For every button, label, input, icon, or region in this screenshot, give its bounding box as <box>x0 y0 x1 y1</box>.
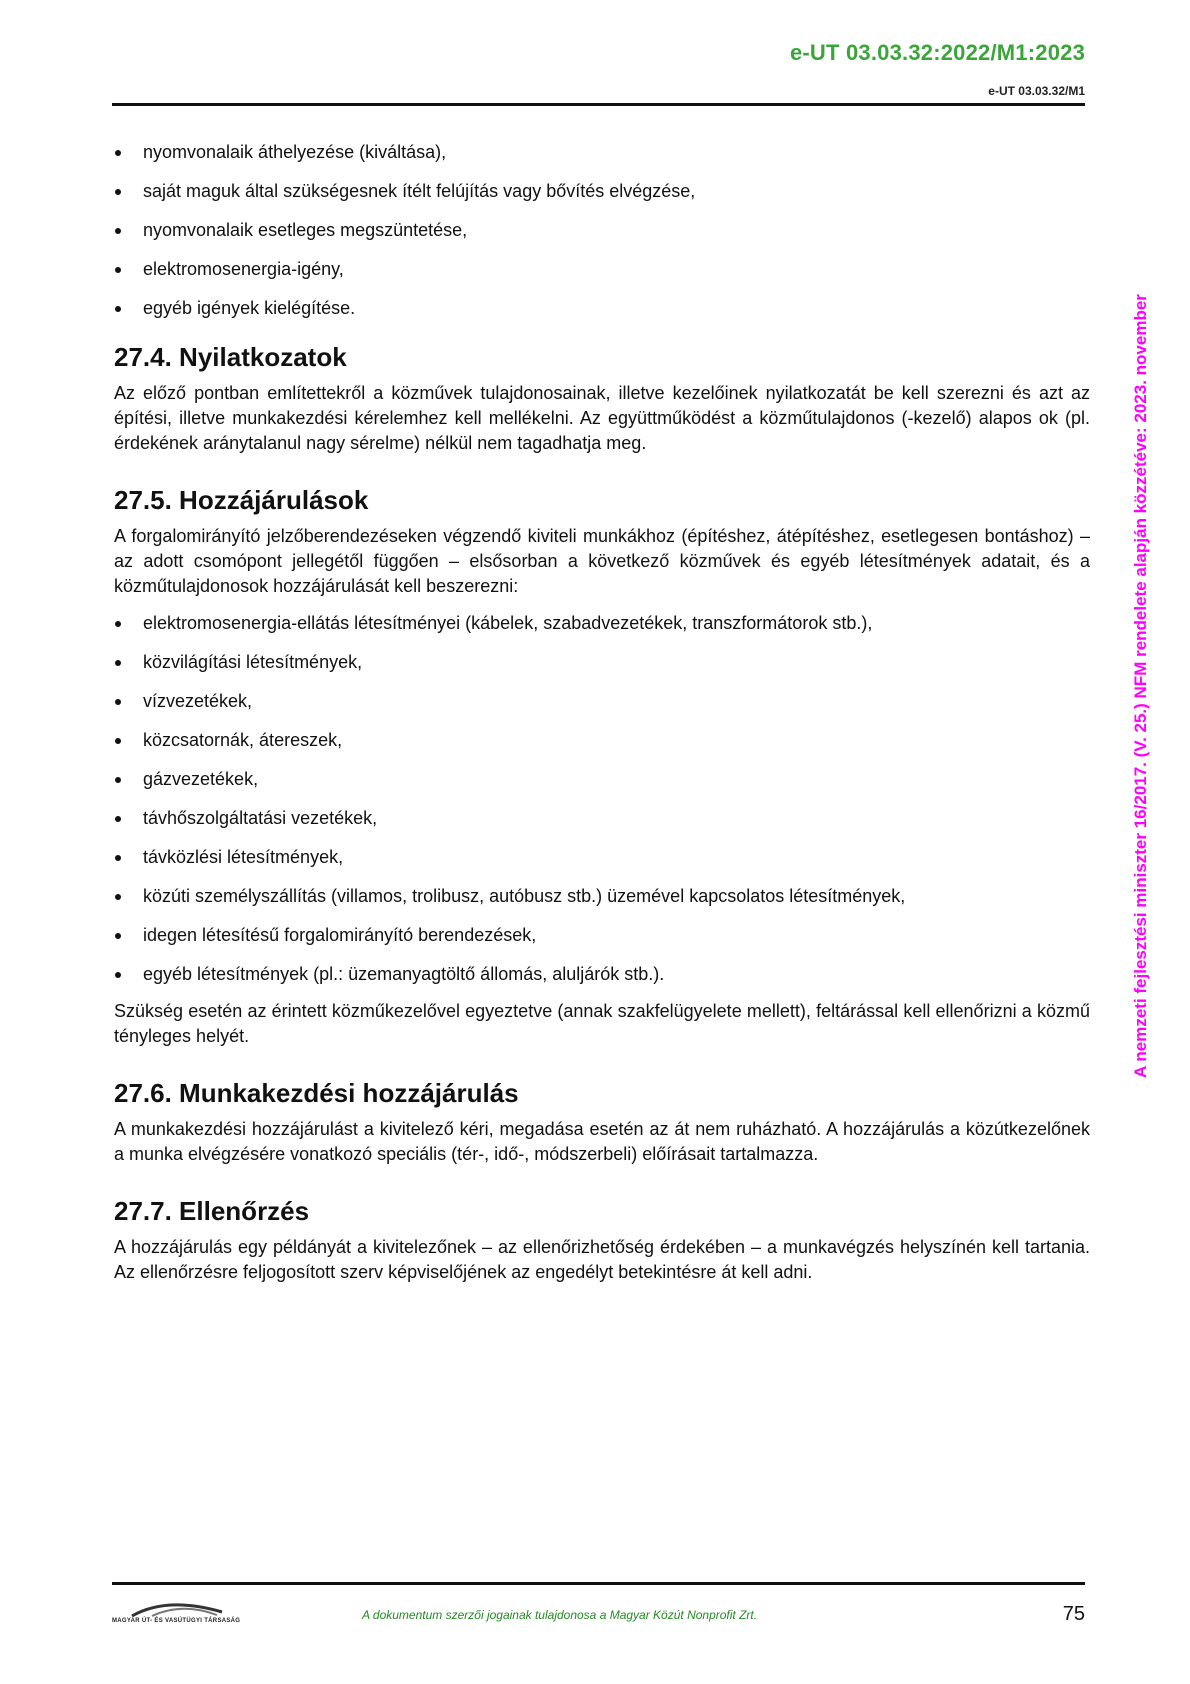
page-content <box>114 140 1090 1285</box>
copyright-notice: A dokumentum szerzői jogainak tulajdonosa a Magyar Közút Nonprofit Zrt. <box>362 1608 758 1622</box>
list-item: távhőszolgáltatási vezetékek, <box>114 806 1090 831</box>
publication-note: A nemzeti fejlesztési miniszter 16/2017. (V. 25.) NFM rendelete alapján közzétéve: 2023. november <box>1131 294 1150 1078</box>
bullet-list-1 <box>114 140 1090 321</box>
list-item: egyéb létesítmények (pl.: üzemanyagtöltő állomás, aluljárók stb.). <box>114 962 1090 987</box>
list-item: közvilágítási létesítmények, <box>114 650 1090 675</box>
list-item: elektromosenergia-ellátás létesítményei (kábelek, szabadvezetékek, transzformátorok stb.), <box>114 611 1090 636</box>
section-heading-27-4: 27.4. Nyilatkozatok <box>114 342 347 372</box>
list-item: idegen létesítésű forgalomirányító berendezések, <box>114 923 1090 948</box>
paragraph: A hozzájárulás egy példányát a kivitelezőnek – az ellenőrizhetőség érdekében – a munkavégzés helyszínén kell tartania. Az ellenőrzésre feljogosított szerv képviselőjének az engedélyt betekintésre át kell adni. <box>114 1237 1090 1282</box>
header-divider <box>112 103 1085 106</box>
document-subcode: e-UT 03.03.32/M1 <box>988 84 1085 98</box>
road-logo-icon <box>112 1600 262 1618</box>
paragraph: A forgalomirányító jelzőberendezéseken végzendő kiviteli munkákhoz (építéshez, átépítéshez, esetlegesen bontáshoz) – az adott csomópont jellegétől függően – elsősorban a következő közművek és egyéb létesítmények adatait, és a közműtulajdonosok hozzájárulását kell beszerezni: <box>114 526 1090 596</box>
section-heading-27-7: 27.7. Ellenőrzés <box>114 1196 310 1226</box>
bullet-list-2 <box>114 611 1090 987</box>
list-item: saját maguk által szükségesnek ítélt felújítás vagy bővítés elvégzése, <box>114 179 1090 204</box>
list-item: gázvezetékek, <box>114 767 1090 792</box>
logo-text: MAGYAR ÚT- ÉS VASÚTÜGYI TÁRSASÁG <box>112 1618 241 1624</box>
list-item: távközlési létesítmények, <box>114 845 1090 870</box>
list-item: vízvezetékek, <box>114 689 1090 714</box>
list-item: nyomvonalaik esetleges megszüntetése, <box>114 218 1090 243</box>
footer-divider <box>112 1582 1085 1585</box>
paragraph: A munkakezdési hozzájárulást a kivitelező kéri, megadása esetén az át nem ruházható. A hozzájárulás a közútkezelőnek a munka elvégzésére vonatkozó speciális (tér-, idő-, módszerbeli) előírásait tartalmazza. <box>114 1119 1090 1164</box>
document-code: e-UT 03.03.32:2022/M1:2023 <box>789 40 1085 65</box>
page-number: 75 <box>1062 1603 1085 1625</box>
list-item: elektromosenergia-igény, <box>114 257 1090 282</box>
publisher-logo <box>112 1600 262 1630</box>
paragraph: Szükség esetén az érintett közműkezelővel egyeztetve (annak szakfelügyelete mellett), feltárással kell ellenőrizni a közmű tényleges helyét. <box>114 1001 1090 1046</box>
list-item: közcsatornák, átereszek, <box>114 728 1090 753</box>
paragraph: Az előző pontban említettekről a közművek tulajdonosainak, illetve kezelőinek nyilatkozatát be kell szerezni és azt az építési, illetve munkakezdési kérelemhez kell mellékelni. Az együttműködést a közműtulajdonos (-kezelő) alapos ok (pl. érdekének aránytalanul nagy sérelme) nélkül nem tagadhatja meg. <box>114 383 1090 453</box>
list-item: egyéb igények kielégítése. <box>114 296 1090 321</box>
list-item: közúti személyszállítás (villamos, trolibusz, autóbusz stb.) üzemével kapcsolatos létesítmények, <box>114 884 1090 909</box>
section-heading-27-6: 27.6. Munkakezdési hozzájárulás <box>114 1078 519 1108</box>
list-item: nyomvonalaik áthelyezése (kiváltása), <box>114 140 1090 165</box>
section-heading-27-5: 27.5. Hozzájárulások <box>114 485 369 515</box>
